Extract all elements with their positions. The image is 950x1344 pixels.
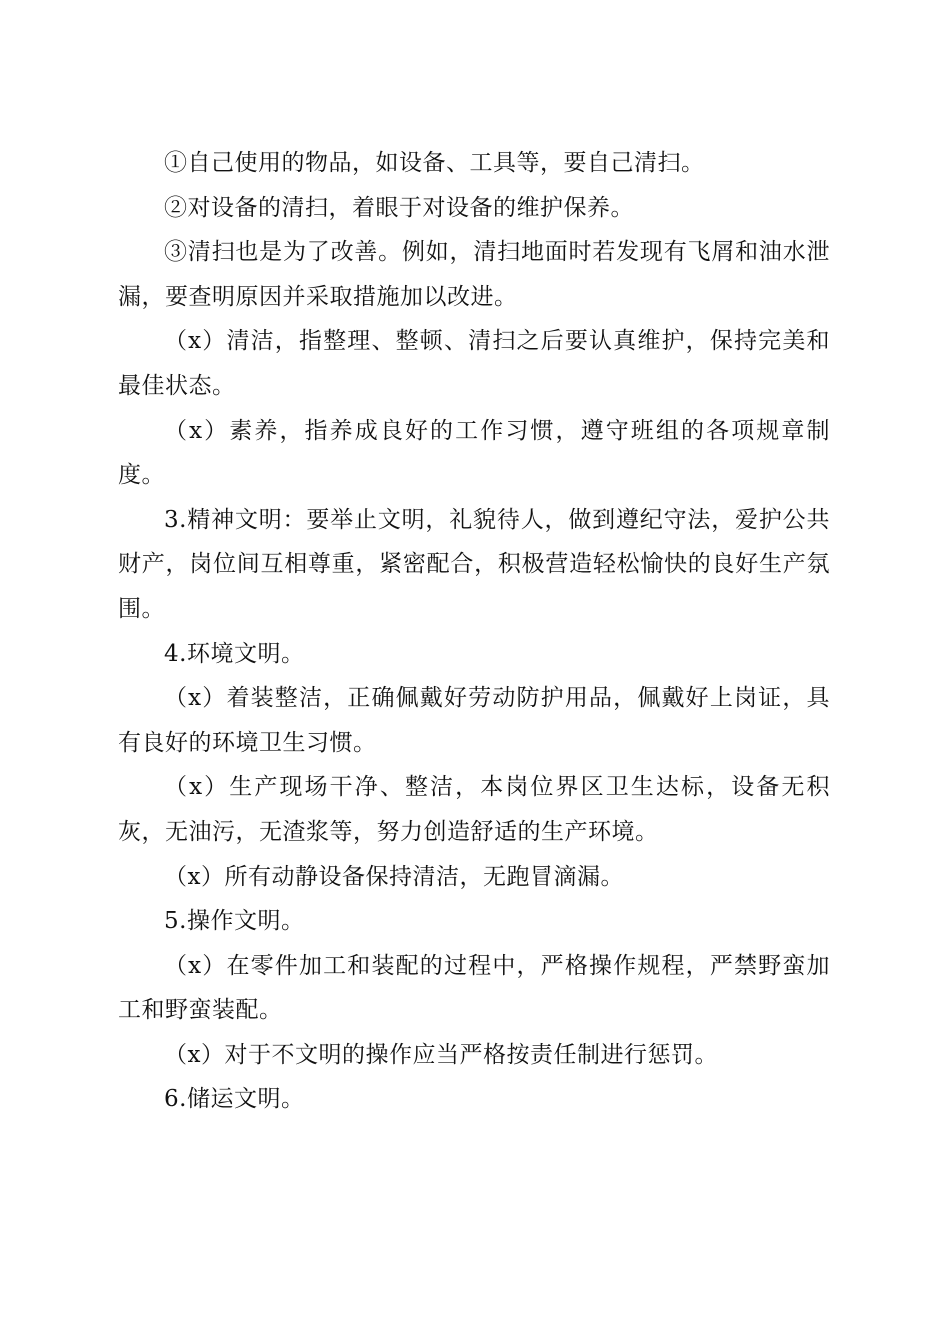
paragraph-3: ③清扫也是为了改善。例如，清扫地面时若发现有飞屑和油水泄漏，要查明原因并采取措施加以改进。: [118, 239, 830, 310]
paragraph-14: 6.储运文明。: [164, 1086, 305, 1113]
paragraph-13: （x）对于不文明的操作应当严格按责任制进行惩罚。: [164, 1041, 718, 1068]
paragraph-11: 5.操作文明。: [164, 908, 305, 935]
paragraph-12: （x）在零件加工和装配的过程中，严格操作规程，严禁野蛮加工和野蛮装配。: [118, 952, 830, 1024]
paragraph-2: ②对设备的清扫，着眼于对设备的维护保养。: [164, 194, 634, 221]
paragraph-1: ①自己使用的物品，如设备、工具等，要自己清扫。: [164, 150, 705, 176]
paragraph-7: 4.环境文明。: [164, 640, 305, 667]
paragraph-6: 3.精神文明：要举止文明，礼貌待人，做到遵纪守法，爱护公共财产，岗位间互相尊重，紧密配合，积极营造轻松愉快的良好生产氛围。: [118, 506, 830, 622]
paragraph-4: （x）清洁，指整理、整顿、清扫之后要认真维护，保持完美和最佳状态。: [118, 328, 830, 399]
paragraph-9: （x）生产现场干净、整洁，本岗位界区卫生达标，设备无积灰，无油污，无渣浆等，努力创造舒适的生产环境。: [118, 774, 830, 845]
paragraph-5: （x）素养，指养成良好的工作习惯，遵守班组的各项规章制度。: [118, 417, 830, 489]
document-body: [118, 141, 830, 1122]
paragraph-10: （x）所有动静设备保持清洁，无跑冒滴漏。: [164, 863, 624, 890]
paragraph-8: （x）着装整洁，正确佩戴好劳动防护用品，佩戴好上岗证，具有良好的环境卫生习惯。: [118, 685, 830, 756]
